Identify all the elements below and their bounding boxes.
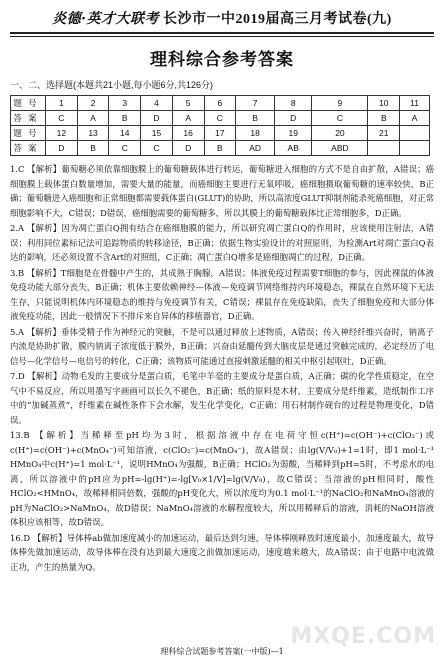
- answer-cell: A: [400, 111, 430, 126]
- answer-cell: 19: [275, 126, 312, 141]
- brand-name: 炎德·英才大联考: [52, 11, 160, 27]
- explanation-item: 13.B 【解析】当稀释至pH均为3时，根据溶液中存在电荷守恒c(H⁺)=c(OH⁻)+c(ClO₂⁻)或c(H⁺)=c(OH⁻)+c(MnO₄⁻)可知溶液，c(ClO₂⁻)=c(MnO₄⁻)，故A错误；由lg(V/V₀)+1=1时，即1 mol·L⁻¹ HMnO₄中c(H⁺)=1 mol·L⁻¹，说明HMnO₄为强酸，B正确；HClO₂为弱酸，当稀释到pH=5时，不考虑水的电离，所以溶液中的pH应为pH=-lg(H⁺)=-lg[V₀×1/V]=lg(V/V₀)，故C错误；当溶液的pH相同时，酸性HClO₂<HMnO₄，故稀释相同倍数，强酸的pH变化大，所以浓度均为0.1 mol·L⁻¹的NaClO₂和NaMnO₄溶液的pH为NaClO₂>NaMnO₄，故D错误；NaMnO₄溶液的水解程度较大，所以用稀释后的溶液，消耗的NaOH溶液体积应该相等，故D错误。: [10, 430, 434, 527]
- answer-cell: 13: [77, 126, 109, 141]
- answer-cell: 12: [46, 126, 78, 141]
- explanation-item: 5.A 【解析】垂体受精子作为神经元的突触，不是可以通过释放上述物质，A错误；传入神经纤维兴奋时，钠离子内流是协助扩散，膜内钠离子浓度低于膜外，B正确；兴奋由延髓传到大脑皮层是通过突触完成的，必定经历了电信号—化学信号—电信号的转化，C正确；该物质可能通过直接刺激延髓的相关中枢引起呕吐，D正确。: [10, 326, 434, 366]
- answer-cell: D: [141, 111, 173, 126]
- page-footer: 理科综合试题参考答案(一中版)—1: [160, 647, 284, 656]
- answer-cell: 10: [368, 96, 400, 111]
- row-label: 题号: [11, 96, 46, 111]
- answer-cell: 2: [77, 96, 109, 111]
- answer-table-row: [11, 141, 430, 156]
- answer-cell: 11: [400, 96, 430, 111]
- section-title: 一、二、选择题(本题共21小题,每小题6分,共126分): [10, 80, 214, 90]
- answer-cell: AB: [275, 141, 312, 156]
- answer-cell: 20: [312, 126, 368, 141]
- answer-cell: B: [77, 141, 109, 156]
- answer-cell: C: [141, 141, 173, 156]
- answer-cell: 16: [172, 126, 204, 141]
- header-rule: [10, 32, 434, 34]
- answer-cell: 3: [109, 96, 141, 111]
- answer-cell: 17: [204, 126, 236, 141]
- answer-cell: [368, 141, 400, 156]
- answer-cell: B: [368, 111, 400, 126]
- explanation-item: 2.A 【解析】因为凋亡蛋白Q拥有结合在癌细胞膜的能力，所以研究凋亡蛋白Q的作用时，应该使用注射法，A错误；利用同位素标记法可追踪物质的转移途径，B正确；依据生物实验设计的对照原则，为检测Art对凋亡蛋白Q表达的影响，还必须设置不含Art的对照组，C正确；凋亡蛋白Q增多是癌细胞凋亡的过程，D正确。: [10, 223, 434, 262]
- answer-cell: C: [312, 111, 368, 126]
- answer-cell: A: [77, 111, 109, 126]
- answer-cell: [400, 141, 430, 156]
- answer-cell: 7: [236, 96, 275, 111]
- answer-table-row: [11, 96, 430, 111]
- answer-cell: B: [236, 111, 275, 126]
- answer-cell: 18: [236, 126, 275, 141]
- answer-cell: 15: [141, 126, 173, 141]
- explanation-item: 3.B 【解析】T细胞是在骨髓中产生的，其成熟于胸腺，A错误；体液免疫过程需要T细胞的参与，因此裸鼠的体液免疫功能大部分丧失，B正确；机体主要依赖神经—体液—免疫调节网络维持内环境稳态，裸鼠在自然环境下无法生存，只能说明机体内环境稳态的维持与免疫调节有关，C错误；裸鼠存在免疫缺陷，丧失了细胞免疫和大部分体液免疫功能，因此一般情况下不排斥来自异体的移植器官，D正确。: [10, 267, 434, 321]
- answer-cell: 21: [368, 126, 400, 141]
- row-label: 答案: [11, 111, 46, 126]
- answer-cell: 8: [275, 96, 312, 111]
- answer-table-row: [11, 111, 430, 126]
- answer-cell: 5: [172, 96, 204, 111]
- answer-cell: C: [204, 111, 236, 126]
- explanation-item: 7.D 【解析】动物毛发的主要成分是蛋白质，毛笔中羊毫的主要成分是蛋白质，A正确；碳的化学性质稳定，在空气中不易反应，所以用墨写字画画可以长久不褪色，B正确；纸的原料是木材，主要成分是纤维素，造纸制作工序中的“加碱蒸煮”，纤维素在碱性条件下会水解，发生化学变化，C正确；用石材制作砚台的过程是物理变化，D错误。: [10, 371, 434, 425]
- watermark-logo: MXQE.COM: [290, 624, 436, 649]
- exam-name: 长沙市一中2019届高三月考试卷(九): [163, 12, 392, 27]
- answer-cell: C: [46, 111, 78, 126]
- answer-cell: 4: [141, 96, 173, 111]
- explanations: [10, 162, 434, 574]
- answer-cell: D: [46, 141, 78, 156]
- answer-cell: A: [172, 111, 204, 126]
- answer-cell: C: [109, 141, 141, 156]
- page-title: 理科综合参考答案: [150, 50, 294, 69]
- explanation-item: 1.C 【解析】葡萄糖必须依靠细胞膜上的葡萄糖载体进行转运，葡萄糖进入细胞的方式不是自由扩散，A错误；癌细胞膜上载体蛋白数量增加，需要大量的能量，而癌细胞主要进行无氧呼吸，癌细胞摄取葡萄糖的速率较快，B正确；葡萄糖进入癌细胞和正常细胞都需要载体蛋白(GLUT)的协助，所以高浓度GLUT抑制剂能杀死癌细胞，对正常细胞影响不大，C错误；D错误，癌细胞需要的葡萄糖多，所以其膜上的葡萄糖载体比正常细胞多，D正确。: [10, 164, 434, 218]
- answer-cell: 14: [109, 126, 141, 141]
- answer-cell: ABD: [312, 141, 368, 156]
- answer-cell: AD: [236, 141, 275, 156]
- answer-table-row: [11, 126, 430, 141]
- answer-cell: D: [172, 141, 204, 156]
- row-label: 答案: [11, 141, 46, 156]
- exam-banner: [10, 8, 434, 28]
- answer-cell: 1: [46, 96, 78, 111]
- answer-cell: 6: [204, 96, 236, 111]
- answer-cell: 9: [312, 96, 368, 111]
- row-label: 题号: [11, 126, 46, 141]
- answer-cell: B: [204, 141, 236, 156]
- header-rule-thin: [10, 36, 434, 37]
- answer-cell: D: [275, 111, 312, 126]
- explanation-item: 16.D 【解析】导体棒ab做加速度减小的加速运动，最后达到匀速，导体棒刚释放时速度最小，加速度最大，故导体棒先做加速运动，故导体棒在没有达到最大速度之前做加速运动，速度越来越大，故A错误；由于电路中电流做正功，产生的热量为Q。: [10, 532, 434, 572]
- answer-table: [10, 95, 430, 156]
- answer-cell: B: [109, 111, 141, 126]
- answer-cell: [400, 126, 430, 141]
